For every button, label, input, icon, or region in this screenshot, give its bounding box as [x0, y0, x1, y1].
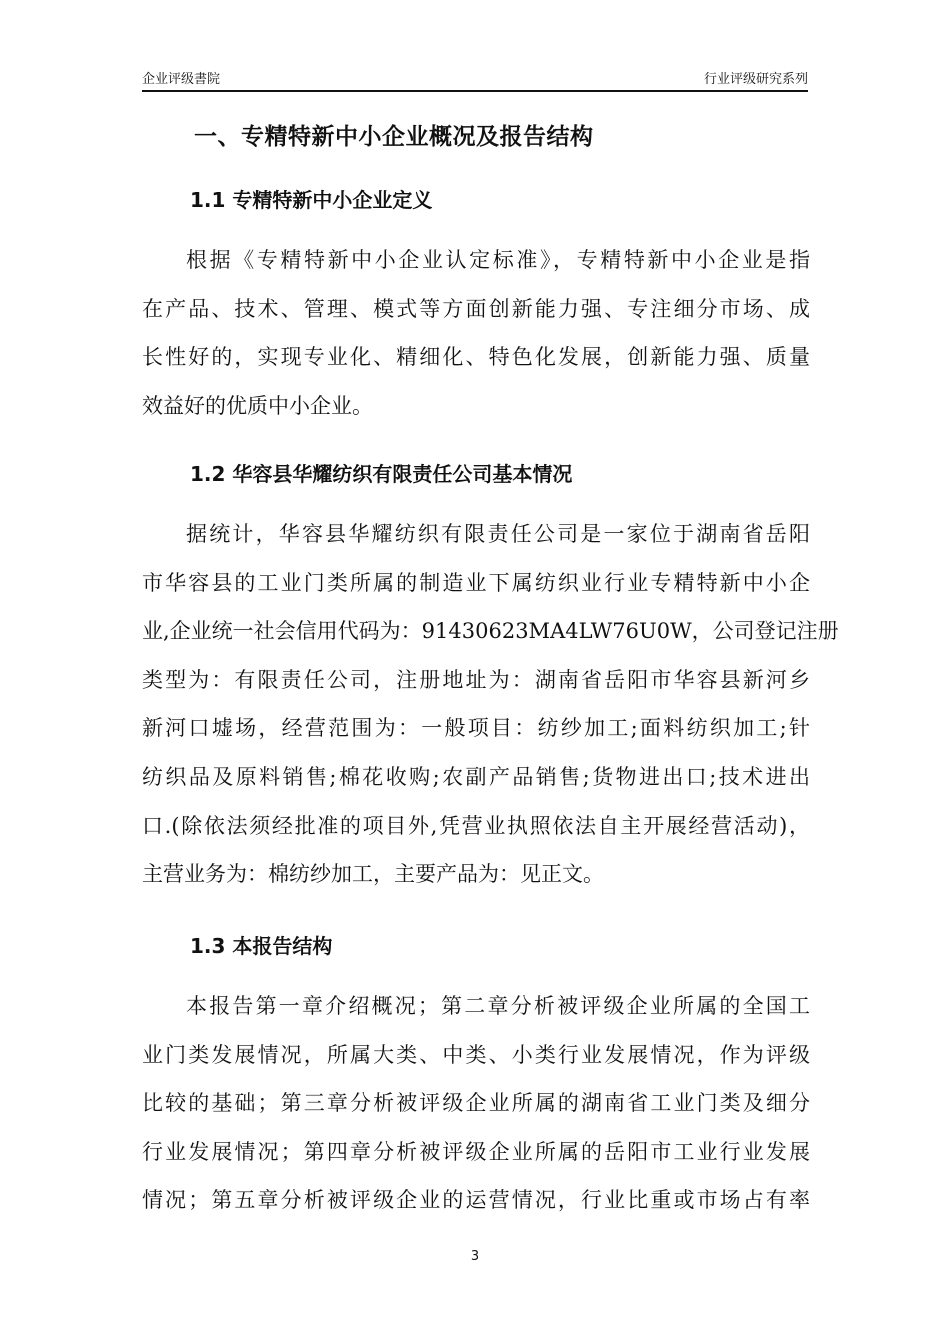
paragraph-line: 主营业务为：棉纺纱加工，主要产品为：见正文。: [142, 862, 604, 887]
paragraph-line: 长性好的，实现专业化、精细化、特色化发展，创新能力强、质量: [142, 345, 810, 370]
paragraph-line: 在产品、技术、管理、模式等方面创新能力强、专注细分市场、成: [142, 296, 810, 321]
header-series: 行业评级研究系列: [703, 72, 808, 87]
paragraph-line: 纺织品及原料销售;棉花收购;农副产品销售;货物进出口;技术进出: [142, 764, 810, 789]
chapter-title: 一、专精特新中小企业概况及报告结构: [194, 124, 594, 150]
section-heading-1-1: 1.1 专精特新中小企业定义: [190, 188, 433, 212]
paragraph-line: 据统计，华容县华耀纺织有限责任公司是一家位于湖南省岳阳: [186, 522, 810, 546]
paragraph-line: 情况；第五章分析被评级企业的运营情况，行业比重或市场占有率: [142, 1188, 810, 1213]
section-1-1-paragraph: [142, 236, 810, 430]
paragraph-line: 本报告第一章介绍概况；第二章分析被评级企业所属的全国工: [186, 994, 810, 1018]
section-heading-1-3: 1.3 本报告结构: [190, 934, 333, 958]
page-header: [142, 68, 808, 92]
paragraph-line: 比较的基础；第三章分析被评级企业所属的湖南省工业门类及细分: [142, 1091, 810, 1116]
paragraph-line: 业,企业统一社会信用代码为：91430623MA4LW76U0W，公司登记注册: [142, 619, 839, 644]
section-heading-1-2: 1.2 华容县华耀纺织有限责任公司基本情况: [190, 462, 573, 486]
page-number: 3: [470, 1249, 480, 1264]
section-1-2-paragraph: [142, 510, 839, 899]
paragraph-line: 类型为：有限责任公司，注册地址为：湖南省岳阳市华容县新河乡: [142, 667, 810, 692]
paragraph-line: 市华容县的工业门类所属的制造业下属纺织业行业专精特新中小企: [142, 570, 810, 595]
paragraph-line: 效益好的优质中小企业。: [142, 393, 373, 418]
paragraph-line: 口.(除依法须经批准的项目外,凭营业执照依法自主开展经营活动)，: [142, 813, 810, 838]
paragraph-line: 行业发展情况；第四章分析被评级企业所属的岳阳市工业行业发展: [142, 1139, 810, 1164]
paragraph-line: 根据《专精特新中小企业认定标准》，专精特新中小企业是指: [186, 248, 810, 272]
section-1-3-paragraph: [142, 982, 810, 1225]
paragraph-line: 业门类发展情况，所属大类、中类、小类行业发展情况，作为评级: [142, 1042, 810, 1067]
header-publisher: 企业评级書院: [142, 72, 221, 87]
paragraph-line: 新河口墟场，经营范围为：一般项目：纺纱加工;面料纺织加工;针: [142, 716, 810, 741]
